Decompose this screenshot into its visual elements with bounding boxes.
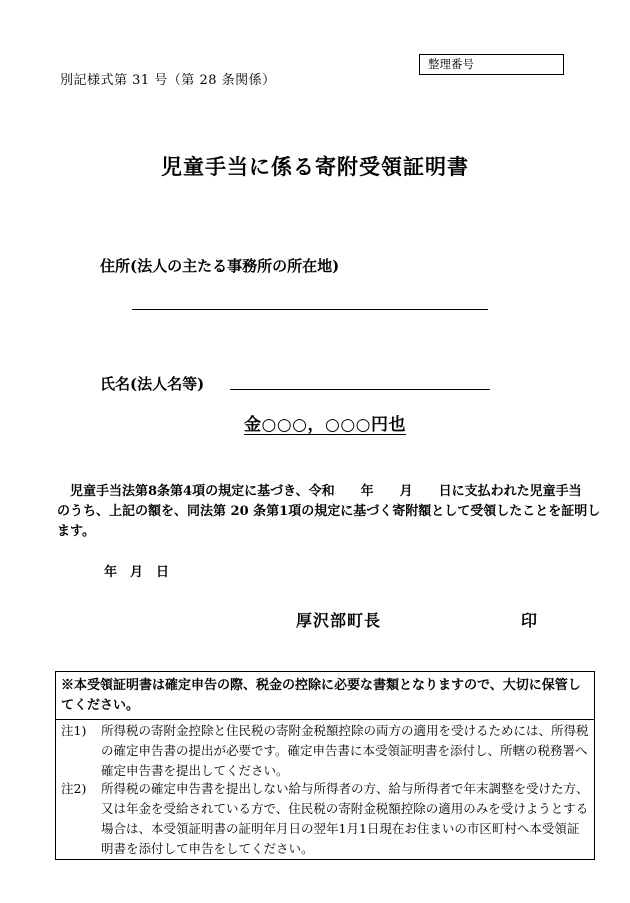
certification-line: ます。 xyxy=(57,524,95,539)
form-code: 別記様式第 31 号（第 28 条関係） xyxy=(60,73,276,88)
certification-line: 児童手当法第8条第4項の規定に基づき、令和 年 月 日に支払われた児童手当 xyxy=(57,484,582,499)
note-label: 注2) xyxy=(61,781,87,796)
issue-date: 年 月 日 xyxy=(104,565,170,580)
donation-amount: 金○○○，○○○円也 xyxy=(244,415,407,435)
issuer-name: 厚沢部町長 xyxy=(296,611,382,630)
address-label: 住所(法人の主たる事務所の所在地) xyxy=(100,257,340,275)
document-title: 児童手当に係る寄附受領証明書 xyxy=(161,154,469,179)
certification-body xyxy=(57,482,601,542)
notes-divider xyxy=(56,719,594,720)
reference-number-box: 整理番号 xyxy=(419,54,564,75)
important-notice: ※本受領証明書は確定申告の際、税金の控除に必要な書類となりますので、大切に保管してください。 xyxy=(61,678,581,713)
seal-mark: 印 xyxy=(521,611,538,630)
address-blank-line xyxy=(132,309,488,310)
name-blank-line xyxy=(230,389,490,390)
notes-box xyxy=(55,671,595,860)
note-text: 所得税の寄附金控除と住民税の寄附金税額控除の両方の適用を受けるためには、所得税の確定申告書の提出が必要です。確定申告書に本受領証明書を添付し、所轄の税務署へ確定申告書を提出してください。 xyxy=(101,723,589,778)
name-label: 氏名(法人名等) xyxy=(100,375,205,393)
note-item xyxy=(61,779,591,859)
certification-line: のうち、上記の額を、同法第 20 条第1項の規定に基づく寄附額として受領したことを証明し xyxy=(57,504,601,519)
note-label: 注1) xyxy=(61,723,87,738)
note-text: 所得税の確定申告書を提出しない給与所得者の方、給与所得者で年末調整を受けた方、又は年金を受給されている方で、住民税の寄附金税額控除の適用のみを受けようとする場合は、本受領証明書の証明年月日の翌年1月1日現在お住まいの市区町村へ本受領証明書を添付して申告をしてください。 xyxy=(101,781,589,856)
note-item xyxy=(61,721,591,781)
